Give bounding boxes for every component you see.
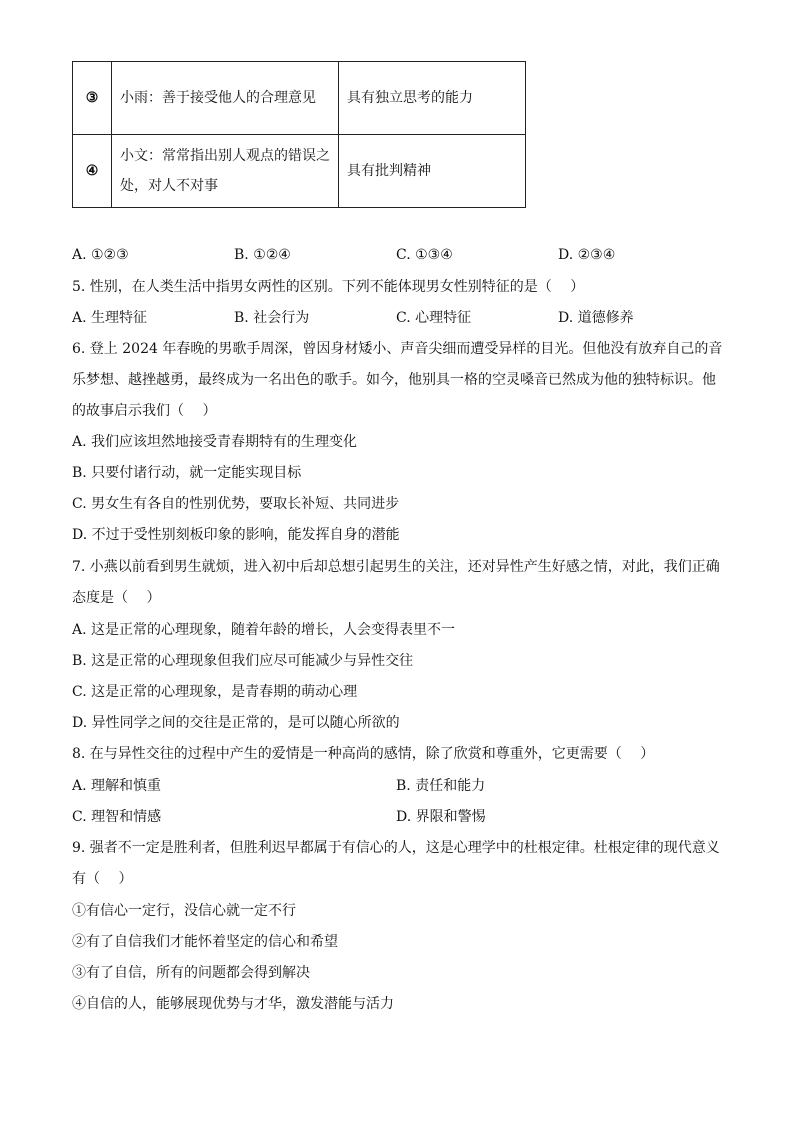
q4-option-d: D. ②③④ xyxy=(558,247,616,263)
q6-option-a: A. 我们应该坦然地接受青春期特有的生理变化 xyxy=(72,434,358,450)
table-row xyxy=(73,62,526,135)
q8-option-b: B. 责任和能力 xyxy=(396,778,486,794)
q7-option-a: A. 这是正常的心理现象，随着年龄的增长，人会变得表里不一 xyxy=(72,622,456,638)
row-person-behavior: 小文：常常指出别人观点的错误之处，对人不对事 xyxy=(112,135,339,208)
q7-stem-line1: 7. 小燕以前看到男生就烦，进入初中后却总想引起男生的关注，还对异性产生好感之情，对此，我们正确 xyxy=(72,559,720,575)
row-number: ③ xyxy=(73,62,112,135)
row-trait: 具有独立思考的能力 xyxy=(339,62,526,135)
q6-option-c: C. 男女生有各自的性别优势，要取长补短、共同进步 xyxy=(72,496,400,512)
q8-stem: 8. 在与异性交往的过程中产生的爱情是一种高尚的感情，除了欣赏和尊重外，它更需要（ ） xyxy=(72,746,655,762)
q7-stem-line2: 态度是（ ） xyxy=(72,590,161,606)
q9-item-1: ①有信心一定行，没信心就一定不行 xyxy=(72,903,296,919)
q5-option-d: D. 道德修养 xyxy=(558,310,634,326)
q9-stem-line2: 有（ ） xyxy=(72,871,133,887)
q8-option-c: C. 理智和情感 xyxy=(72,809,162,825)
q4-option-b: B. ①②④ xyxy=(234,247,291,263)
q7-option-d: D. 异性同学之间的交往是正常的，是可以随心所欲的 xyxy=(72,715,400,731)
q4-option-c: C. ①③④ xyxy=(396,247,453,263)
q5-stem: 5. 性别，在人类生活中指男女两性的区别。下列不能体现男女性别特征的是（ ） xyxy=(72,279,585,295)
q6-stem-line2: 乐梦想、越挫越勇，最终成为一名出色的歌手。如今，他别具一格的空灵嗓音已然成为他的独特标识。他 xyxy=(72,372,716,388)
q6-option-b: B. 只要付诸行动，就一定能实现目标 xyxy=(72,465,302,481)
q5-option-a: A. 生理特征 xyxy=(72,310,148,326)
q9-item-2: ②有了自信我们才能怀着坚定的信心和希望 xyxy=(72,934,338,950)
q4-option-a: A. ①②③ xyxy=(72,247,129,263)
row-number: ④ xyxy=(73,135,112,208)
table-row xyxy=(73,135,526,208)
q6-option-d: D. 不过于受性别刻板印象的影响，能发挥自身的潜能 xyxy=(72,527,400,543)
q5-option-c: C. 心理特征 xyxy=(396,310,472,326)
q9-stem-line1: 9. 强者不一定是胜利者，但胜利迟早都属于有信心的人，这是心理学中的杜根定律。杜根定律的现代意义 xyxy=(72,840,720,856)
q9-item-4: ④自信的人，能够展现优势与才华，激发潜能与活力 xyxy=(72,996,394,1012)
q7-option-c: C. 这是正常的心理现象，是青春期的萌动心理 xyxy=(72,684,358,700)
q6-stem-line1: 6. 登上 2024 年春晚的男歌手周深，曾因身材矮小、声音尖细而遭受异样的目光。但他没有放弃自己的音 xyxy=(72,341,723,357)
q8-option-d: D. 界限和警惕 xyxy=(396,809,486,825)
options-table xyxy=(72,61,526,208)
q9-item-3: ③有了自信，所有的问题都会得到解决 xyxy=(72,965,310,981)
row-trait: 具有批判精神 xyxy=(339,135,526,208)
row-person-behavior: 小雨：善于接受他人的合理意见 xyxy=(112,62,339,135)
q5-option-b: B. 社会行为 xyxy=(234,310,310,326)
q8-option-a: A. 理解和慎重 xyxy=(72,778,162,794)
q7-option-b: B. 这是正常的心理现象但我们应尽可能减少与异性交往 xyxy=(72,653,414,669)
q6-stem-line3: 的故事启示我们（ ） xyxy=(72,403,217,419)
